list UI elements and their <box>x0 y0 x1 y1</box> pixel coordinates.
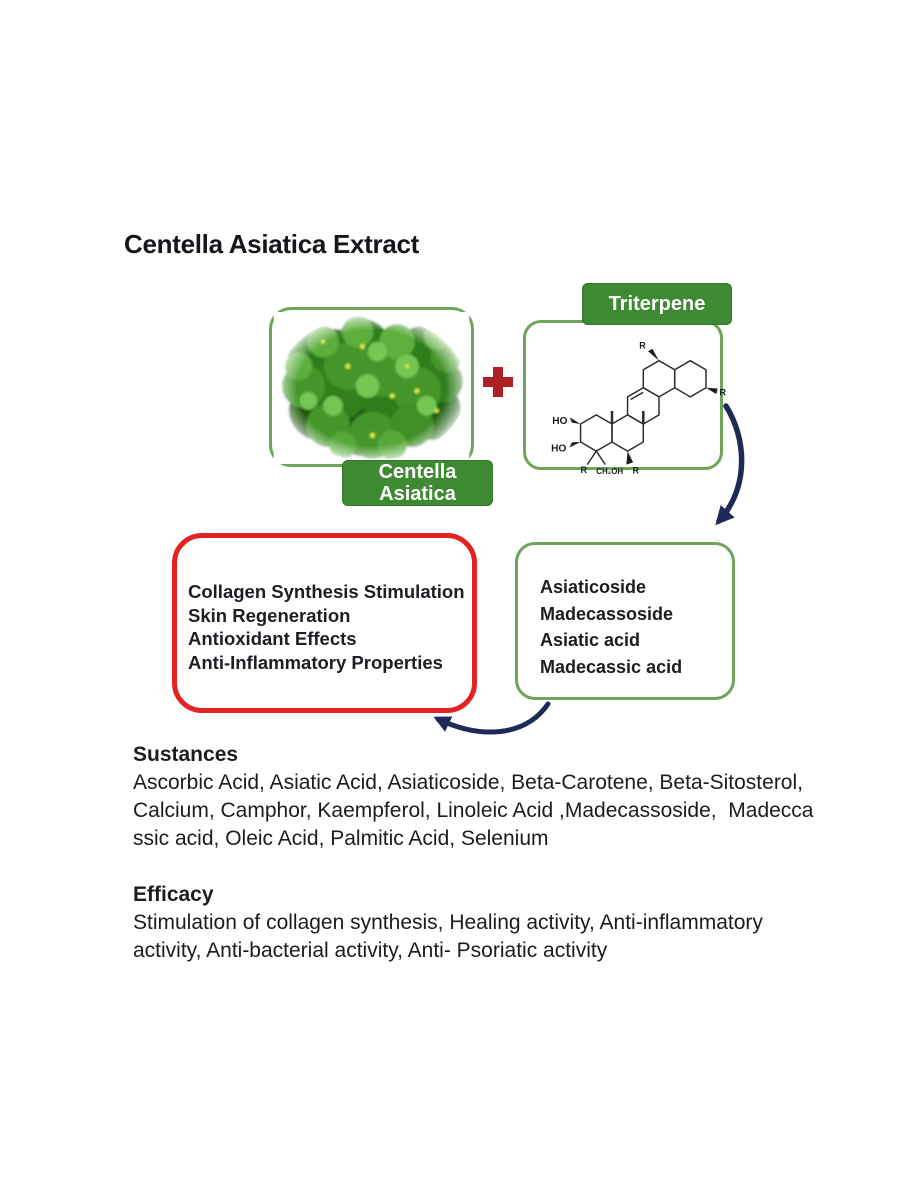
triterpene-structure <box>527 324 726 477</box>
ch2oh-label: CH₂OH <box>596 467 624 477</box>
effect-item: Antioxidant Effects <box>188 628 357 649</box>
compound-item: Madecassoside <box>540 603 674 624</box>
triterpene-box <box>523 320 726 477</box>
effect-item: Anti-Inflammatory Properties <box>188 651 443 673</box>
effects-box <box>172 533 477 713</box>
r-right-label: R <box>719 387 726 398</box>
compound-item: Asiatic acid <box>540 630 641 650</box>
centella-asiatica-label <box>342 460 493 506</box>
r-bottom-left-label: R <box>580 465 587 476</box>
triterpene-label: Triterpene <box>582 283 732 325</box>
substances-line: Ascorbic Acid, Asiatic Acid, Asiaticoside, Beta-Carotene, Beta-Sitosterol, <box>133 771 803 794</box>
plant-box <box>269 307 474 467</box>
substances-heading: Sustances <box>133 743 239 766</box>
effect-item: Skin Regeneration <box>188 604 351 626</box>
ho-bottom-label: HO <box>551 443 567 455</box>
substances-line: ssic acid, Oleic Acid, Palmitic Acid, Selenium <box>133 827 549 850</box>
r-top-label: R <box>639 340 646 351</box>
page-title: Centella Asiatica Extract <box>124 229 420 259</box>
efficacy-heading: Efficacy <box>133 883 214 906</box>
centella-asiatica-label-line2: Asiatica <box>379 483 456 505</box>
substances-section <box>133 741 814 853</box>
compounds-box <box>515 542 735 700</box>
r-bottom-right-label: R <box>632 465 639 476</box>
ho-top-label: HO <box>552 415 568 427</box>
effect-item: Collagen Synthesis Stimulation <box>188 581 465 602</box>
efficacy-section <box>133 881 763 965</box>
efficacy-line: Stimulation of collagen synthesis, Healing activity, Anti-inflammatory <box>133 911 763 934</box>
efficacy-line: activity, Anti-bacterial activity, Anti- Psoriatic activity <box>133 939 608 962</box>
plus-icon <box>482 366 514 398</box>
centella-asiatica-label-line1: Centella <box>378 461 457 483</box>
centella-plant-photo <box>273 312 470 464</box>
compound-item: Asiaticoside <box>540 577 647 597</box>
substances-line: Calcium, Camphor, Kaempferol, Linoleic Acid ,Madecassoside, Madecca <box>133 799 814 822</box>
compound-item: Madecassic acid <box>540 656 683 677</box>
curved-arrow-down-icon <box>700 398 760 538</box>
